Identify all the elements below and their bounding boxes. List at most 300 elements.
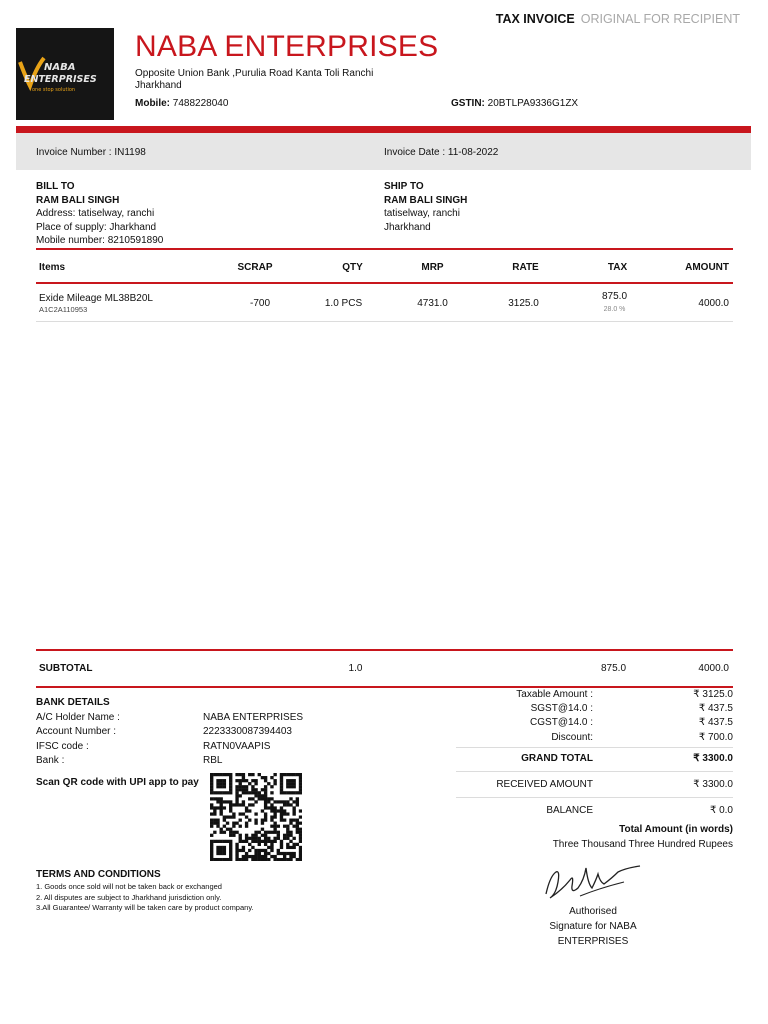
qr-module <box>299 809 302 812</box>
qr-module <box>283 791 286 794</box>
signature-line2: Signature for NABA <box>549 921 637 932</box>
qr-module <box>264 858 267 861</box>
qr-module <box>289 797 292 800</box>
qr-module <box>270 825 273 828</box>
qr-module <box>299 855 302 858</box>
qr-module <box>232 822 235 825</box>
qr-module <box>216 797 219 800</box>
row-amount: 4000.0 <box>698 298 729 309</box>
qr-module <box>213 809 216 812</box>
qr-module <box>239 834 242 837</box>
qr-module <box>245 852 248 855</box>
qr-module <box>261 840 264 843</box>
qr-module <box>220 812 223 815</box>
qr-module <box>210 852 213 855</box>
qr-module <box>258 791 261 794</box>
signature-line3: ENTERPRISES <box>557 936 629 947</box>
qr-module <box>223 782 226 785</box>
qr-module <box>229 843 232 846</box>
qr-module <box>258 843 261 846</box>
qr-module <box>235 779 238 782</box>
sgst-label: SGST@14.0 : <box>530 703 593 714</box>
logo-line1: NABA <box>44 62 76 73</box>
col-items: Items <box>39 262 66 273</box>
subtotal-label: SUBTOTAL <box>39 663 93 674</box>
qr-module <box>248 797 251 800</box>
qr-module <box>223 785 226 788</box>
qr-module <box>251 788 254 791</box>
document-type-label <box>496 12 740 26</box>
qr-module <box>220 782 223 785</box>
qr-module <box>235 788 238 791</box>
qr-module <box>280 776 283 779</box>
bank-account-value: 2223330087394403 <box>203 726 292 738</box>
qr-code-icon <box>210 773 302 861</box>
copy-label: ORIGINAL FOR RECIPIENT <box>580 12 740 26</box>
qr-module <box>213 858 216 861</box>
qr-module <box>286 825 289 828</box>
qr-module <box>270 840 273 843</box>
qr-module <box>245 858 248 861</box>
qr-module <box>296 831 299 834</box>
qr-module <box>235 794 238 797</box>
qr-module <box>245 834 248 837</box>
qr-module <box>220 840 223 843</box>
qr-module <box>289 831 292 834</box>
qr-module <box>280 809 283 812</box>
qr-module <box>210 840 213 843</box>
qr-module <box>264 800 267 803</box>
qr-module <box>248 782 251 785</box>
qr-module <box>220 846 223 849</box>
qr-module <box>270 776 273 779</box>
qr-module <box>277 800 280 803</box>
cgst-value: ₹ 437.5 <box>698 717 733 728</box>
qr-module <box>235 852 238 855</box>
qr-module <box>264 815 267 818</box>
mobile-label: Mobile: <box>135 98 170 109</box>
table-top-rule <box>36 248 733 250</box>
qr-module <box>223 800 226 803</box>
qr-module <box>286 800 289 803</box>
qr-module <box>254 831 257 834</box>
qr-module <box>292 806 295 809</box>
qr-module <box>235 773 238 776</box>
qr-module <box>286 779 289 782</box>
qr-module <box>280 773 283 776</box>
qr-module <box>232 825 235 828</box>
qr-module <box>235 800 238 803</box>
term-item: 3.All Guarantee/ Warranty will be taken care by product company. <box>36 903 254 912</box>
qr-module <box>270 855 273 858</box>
qr-module <box>251 779 254 782</box>
col-scrap: SCRAP <box>237 262 273 273</box>
term-item: 1. Goods once sold will not be taken back or exchanged <box>36 882 222 891</box>
discount-value: ₹ 700.0 <box>698 732 733 743</box>
bank-holder-label: A/C Holder Name : <box>36 711 120 723</box>
bill-to-heading: BILL TO <box>36 181 75 192</box>
col-mrp: MRP <box>421 262 444 273</box>
qr-module <box>296 819 299 822</box>
qr-module <box>280 843 283 846</box>
qr-module <box>270 819 273 822</box>
bill-to-address: Address: tatiselway, ranchi <box>36 208 155 220</box>
qr-module <box>254 788 257 791</box>
sgst-value: ₹ 437.5 <box>698 703 733 714</box>
qr-module <box>223 852 226 855</box>
qr-module <box>296 843 299 846</box>
qr-module <box>242 779 245 782</box>
qr-module <box>273 806 276 809</box>
qr-module <box>286 812 289 815</box>
qr-module <box>210 776 213 779</box>
qr-module <box>251 791 254 794</box>
qr-module <box>223 815 226 818</box>
qr-module <box>261 855 264 858</box>
qr-module <box>232 803 235 806</box>
qr-module <box>229 855 232 858</box>
qr-module <box>248 773 251 776</box>
bank-ifsc-row <box>36 740 456 755</box>
qr-module <box>267 858 270 861</box>
qr-module <box>239 779 242 782</box>
qr-module <box>299 858 302 861</box>
qr-module <box>242 800 245 803</box>
qr-module <box>258 797 261 800</box>
subtotal-amount: 4000.0 <box>698 663 729 674</box>
qr-module <box>242 858 245 861</box>
qr-module <box>235 846 238 849</box>
qr-module <box>242 785 245 788</box>
qr-module <box>229 846 232 849</box>
qr-module <box>223 779 226 782</box>
qr-module <box>296 822 299 825</box>
ship-to-block <box>384 180 467 234</box>
qr-module <box>216 840 219 843</box>
qr-module <box>254 840 257 843</box>
bank-name-label: Bank : <box>36 755 65 767</box>
qr-module <box>223 849 226 852</box>
qr-module <box>299 776 302 779</box>
qr-module <box>289 858 292 861</box>
qr-module <box>264 776 267 779</box>
qr-module <box>239 819 242 822</box>
qr-module <box>299 837 302 840</box>
bill-to-name: RAM BALI SINGH <box>36 194 120 206</box>
qr-module <box>296 797 299 800</box>
qr-module <box>254 782 257 785</box>
qr-module <box>248 809 251 812</box>
qr-module <box>296 803 299 806</box>
qr-module <box>226 822 229 825</box>
qr-module <box>220 828 223 831</box>
qr-module <box>292 825 295 828</box>
qr-module <box>283 819 286 822</box>
qr-module <box>286 791 289 794</box>
qr-module <box>220 797 223 800</box>
qr-module <box>254 849 257 852</box>
qr-module <box>239 837 242 840</box>
qr-module <box>242 846 245 849</box>
qr-module <box>248 791 251 794</box>
qr-module <box>261 776 264 779</box>
qr-module <box>289 779 292 782</box>
qr-module <box>292 846 295 849</box>
qr-module <box>210 834 213 837</box>
qr-module <box>261 788 264 791</box>
qr-module <box>286 858 289 861</box>
gstin-value: 20BTLPA9336G1ZX <box>487 98 579 109</box>
qr-module <box>232 812 235 815</box>
qr-module <box>286 782 289 785</box>
qr-module <box>229 852 232 855</box>
qr-module <box>245 791 248 794</box>
qr-module <box>289 834 292 837</box>
qr-module <box>292 819 295 822</box>
qr-module <box>273 840 276 843</box>
qr-module <box>235 785 238 788</box>
qr-module <box>229 840 232 843</box>
qr-module <box>223 858 226 861</box>
row-tax: 875.0 <box>601 291 628 302</box>
qr-module <box>283 773 286 776</box>
qr-module <box>251 797 254 800</box>
qr-module <box>248 819 251 822</box>
qr-module <box>267 852 270 855</box>
qr-module <box>216 822 219 825</box>
qr-module <box>223 840 226 843</box>
qr-module <box>235 831 238 834</box>
qr-module <box>267 840 270 843</box>
qr-module <box>254 779 257 782</box>
qr-module <box>292 800 295 803</box>
qr-module <box>216 785 219 788</box>
qr-module <box>258 840 261 843</box>
qr-module <box>220 773 223 776</box>
qr-module <box>270 831 273 834</box>
address-line2: Jharkhand <box>135 80 182 91</box>
qr-module <box>210 791 213 794</box>
qr-module <box>220 809 223 812</box>
qr-module <box>216 779 219 782</box>
qr-module <box>229 806 232 809</box>
qr-module <box>254 794 257 797</box>
qr-module <box>283 855 286 858</box>
bank-account-row <box>36 725 456 740</box>
qr-module <box>280 782 283 785</box>
qr-module <box>299 782 302 785</box>
qr-module <box>210 812 213 815</box>
address-line1: Opposite Union Bank ,Purulia Road Kanta Toli Ranchi <box>135 68 374 79</box>
invoice-date: Invoice Date : 11-08-2022 <box>384 147 499 158</box>
qr-module <box>299 785 302 788</box>
qr-module <box>213 819 216 822</box>
qr-module <box>270 809 273 812</box>
qr-module <box>210 855 213 858</box>
qr-module <box>277 831 280 834</box>
qr-module <box>245 855 248 858</box>
qr-module <box>235 855 238 858</box>
qr-module <box>239 794 242 797</box>
qr-module <box>235 797 238 800</box>
bank-ifsc-label: IFSC code : <box>36 740 89 752</box>
qr-module <box>261 834 264 837</box>
qr-module <box>226 858 229 861</box>
qr-module <box>216 773 219 776</box>
qr-module <box>270 797 273 800</box>
qr-module <box>299 849 302 852</box>
qr-module <box>229 785 232 788</box>
qr-module <box>248 837 251 840</box>
qr-module <box>251 837 254 840</box>
qr-module <box>273 815 276 818</box>
qr-module <box>273 779 276 782</box>
qr-module <box>296 773 299 776</box>
qr-module <box>216 819 219 822</box>
qr-module <box>299 831 302 834</box>
qr-module <box>258 773 261 776</box>
qr-module <box>229 782 232 785</box>
qr-module <box>299 828 302 831</box>
qr-module <box>258 855 261 858</box>
mobile-value: 7488228040 <box>172 98 229 109</box>
qr-module <box>232 834 235 837</box>
qr-module <box>213 791 216 794</box>
grand-total-value: ₹ 3300.0 <box>693 753 733 764</box>
qr-module <box>239 840 242 843</box>
qr-module <box>216 846 219 849</box>
qr-module <box>242 773 245 776</box>
qr-module <box>286 773 289 776</box>
qr-module <box>235 822 238 825</box>
qr-module <box>277 858 280 861</box>
qr-module <box>251 834 254 837</box>
qr-module <box>283 812 286 815</box>
qr-module <box>254 800 257 803</box>
qr-module <box>213 812 216 815</box>
qr-module <box>261 797 264 800</box>
qr-module <box>292 852 295 855</box>
qr-module <box>289 773 292 776</box>
qr-module <box>251 858 254 861</box>
qr-module <box>223 825 226 828</box>
qr-module <box>254 858 257 861</box>
ship-to-line1: tatiselway, ranchi <box>384 208 460 220</box>
qr-module <box>216 791 219 794</box>
qr-module <box>229 849 232 852</box>
qr-module <box>229 809 232 812</box>
qr-module <box>277 837 280 840</box>
qr-module <box>264 788 267 791</box>
terms-block <box>36 869 456 914</box>
qr-module <box>220 785 223 788</box>
company-logo <box>16 28 114 120</box>
ship-to-line2: Jharkhand <box>384 221 431 233</box>
qr-module <box>289 822 292 825</box>
qr-module <box>286 828 289 831</box>
qr-module <box>229 776 232 779</box>
qr-module <box>299 822 302 825</box>
qr-module <box>264 797 267 800</box>
qr-module <box>220 852 223 855</box>
qr-module <box>289 855 292 858</box>
qr-module <box>232 831 235 834</box>
row-item-name: Exide Mileage ML38B20L <box>39 293 153 304</box>
col-rate: RATE <box>512 262 539 273</box>
qr-module <box>235 843 238 846</box>
qr-module <box>267 797 270 800</box>
qr-module <box>239 782 242 785</box>
qr-module <box>267 846 270 849</box>
qr-module <box>220 858 223 861</box>
bank-name-row <box>36 754 456 769</box>
qr-module <box>273 782 276 785</box>
upi-qr-code <box>210 773 302 861</box>
qr-module <box>210 788 213 791</box>
qr-module <box>289 782 292 785</box>
qr-module <box>273 837 276 840</box>
qr-module <box>235 791 238 794</box>
qr-module <box>245 788 248 791</box>
qr-module <box>258 837 261 840</box>
qr-module <box>258 849 261 852</box>
qr-module <box>235 858 238 861</box>
company-address <box>135 68 415 92</box>
qr-module <box>242 849 245 852</box>
qr-module <box>270 846 273 849</box>
discount-label: Discount: <box>551 732 593 743</box>
qr-module <box>216 849 219 852</box>
qr-module <box>273 822 276 825</box>
qr-module <box>223 791 226 794</box>
qr-module <box>229 815 232 818</box>
qr-module <box>296 800 299 803</box>
amount-words-value: Three Thousand Three Hundred Rupees <box>552 839 733 850</box>
bank-ifsc-value: RATN0VAAPIS <box>203 740 271 752</box>
qr-module <box>210 819 213 822</box>
qr-module <box>270 806 273 809</box>
qr-module <box>283 803 286 806</box>
qr-module <box>296 828 299 831</box>
row-tax-percent: 28.0 % <box>603 306 626 313</box>
qr-module <box>242 803 245 806</box>
qr-module <box>299 791 302 794</box>
qr-module <box>251 846 254 849</box>
qr-module <box>286 846 289 849</box>
qr-module <box>210 806 213 809</box>
qr-module <box>210 779 213 782</box>
qr-module <box>286 831 289 834</box>
qr-module <box>235 849 238 852</box>
logo-line2: ENTERPRISES <box>24 74 97 85</box>
qr-module <box>273 809 276 812</box>
qr-module <box>270 785 273 788</box>
qr-module <box>242 776 245 779</box>
qr-module <box>270 815 273 818</box>
qr-module <box>254 819 257 822</box>
qr-module <box>283 825 286 828</box>
qr-module <box>210 797 213 800</box>
bank-heading: BANK DETAILS <box>36 697 110 708</box>
qr-module <box>220 806 223 809</box>
qr-module <box>242 840 245 843</box>
qr-module <box>251 855 254 858</box>
qr-module <box>267 782 270 785</box>
handwritten-signature <box>540 858 650 906</box>
terms-list <box>36 882 456 914</box>
qr-module <box>216 800 219 803</box>
qr-module <box>299 779 302 782</box>
